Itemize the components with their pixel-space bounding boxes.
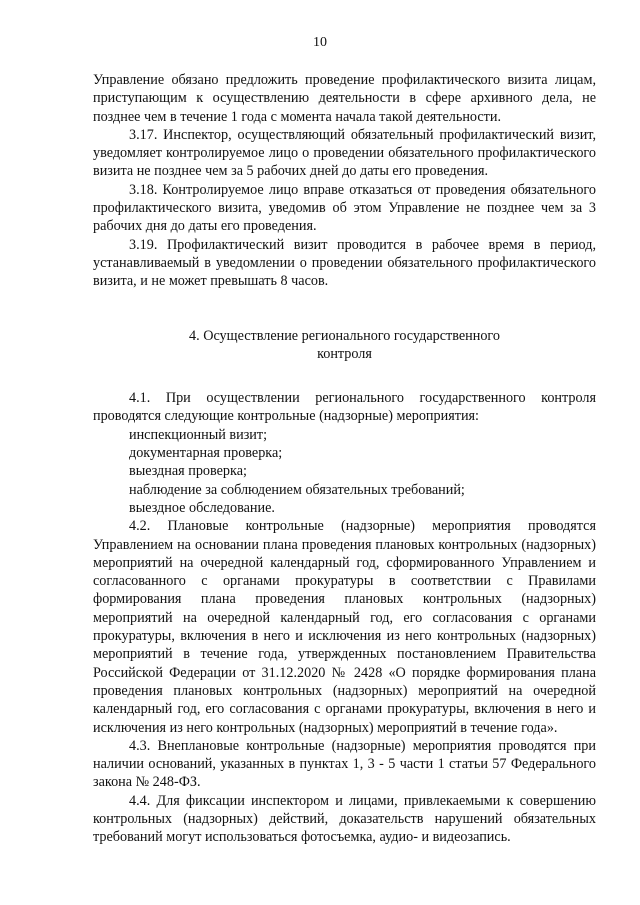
paragraph-continuation: Управление обязано предложить проведение профилактического визита лицам, приступающим к осуществлению деятельности в сфере архивного дела, не позднее чем в течение 1 года с момента начала такой деятельности. [93, 72, 596, 125]
paragraph-4-3: 4.3. Внеплановые контрольные (надзорные) мероприятия проводятся при наличии оснований, указанных в пунктах 1, 3 - 5 части 1 статьи 57 Федерального закона № 248-ФЗ. [93, 737, 596, 791]
list-item: выездное обследование. [129, 499, 275, 516]
section-heading-line-1: 4. Осуществление регионального государственного [189, 327, 500, 344]
list-item: наблюдение за соблюдением обязательных требований; [129, 481, 465, 498]
paragraph-3-19: 3.19. Профилактический визит проводится в рабочее время в период, устанавливаемый в уведомлении о проведении обязательного профилактического визита, и не может превышать 8 часов. [93, 236, 596, 290]
measures-list [93, 426, 596, 517]
paragraph-4-4: 4.4. Для фиксации инспектором и лицами, привлекаемыми к совершению контрольных (надзорных) действий, доказательств нарушений обязательных требований могут использоваться фотосъемка, аудио- и видеозапись. [93, 792, 596, 846]
paragraph-4-1: 4.1. При осуществлении регионального государственного контроля проводятся следующие контрольные (надзорные) мероприятия: [93, 390, 596, 425]
document-body [93, 71, 596, 847]
spacer [93, 291, 596, 327]
page-number: 10 [313, 35, 327, 50]
paragraph-3-17: 3.17. Инспектор, осуществляющий обязательный профилактический визит, уведомляет контролируемое лицо о проведении обязательного профилактического визита не позднее чем за 5 рабочих дней до даты его проведения. [93, 126, 596, 180]
list-item: документарная проверка; [129, 445, 283, 462]
list-item: выездная проверка; [129, 463, 247, 480]
section-heading-line-2: контроля [317, 345, 372, 362]
section-heading [93, 327, 596, 364]
paragraph-3-18: 3.18. Контролируемое лицо вправе отказаться от проведения обязательного профилактического визита, уведомив об этом Управление не позднее чем за 3 рабочих дня до даты его проведения. [93, 181, 596, 235]
spacer [93, 363, 596, 389]
paragraph-4-2: 4.2. Плановые контрольные (надзорные) мероприятия проводятся Управлением на основании плана проведения плановых контрольных (надзорных) мероприятий на очередной календарный год, сформированного Управлением и согласованного с органами прокуратуры в соответствии с Правилами формирования плана проведения плановых контрольных (надзорных) мероприятий на очередной календарный год, его согласования с органами прокуратуры, включения в него и исключения из него контрольных (надзорных) мероприятий в течение года, утвержденных постановлением Правительства Российской Федерации от 31.12.2020 № 2428 «О порядке формирования плана проведения плановых контрольных (надзорных) мероприятий на очередной календарный год, его согласования с органами прокуратуры, включения в него и исключения из него контрольных (надзорных) мероприятий в течение года». [93, 518, 596, 736]
list-item: инспекционный визит; [129, 426, 268, 443]
